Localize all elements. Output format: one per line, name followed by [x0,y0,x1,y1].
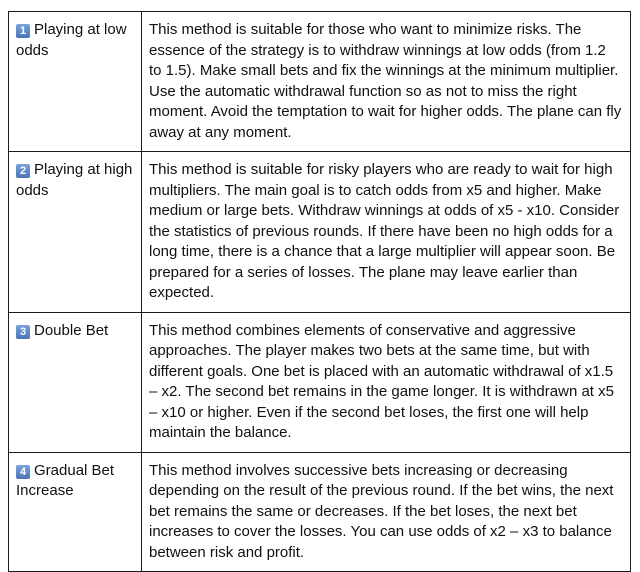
table-row [9,152,631,313]
strategy-name-cell [9,452,142,572]
strategy-name-cell [9,312,142,452]
strategy-description: This method involves successive bets increasing or decreasing depending on the result of the previous round. If the bet wins, the next bet remains the same or decreases. If the bet loses, the next bet increases to cover the losses. You can use odds of x2 – x3 to balance between risk and profit. [142,452,631,572]
strategy-table [8,11,631,572]
number-4-icon: 4 [16,465,30,479]
table-row [9,12,631,152]
strategy-name: Double Bet [34,321,109,339]
number-1-icon: 1 [16,24,30,38]
strategy-description: This method combines elements of conservative and aggressive approaches. The player makes two bets at the same time, but with different goals. One bet is placed with an automatic withdrawal of x1.5 – x2. The second bet remains in the game longer. It is withdrawn at x5 – x10 or higher. Even if the second bet loses, the first one will help maintain the balance. [142,312,631,452]
strategy-name-cell [9,12,142,152]
table-row [9,452,631,572]
strategy-description: This method is suitable for those who want to minimize risks. The essence of the strategy is to withdraw winnings at low odds (from 1.2 to 1.5). Make small bets and fix the winnings at the minimum multiplier. Use the automatic withdrawal function so as not to miss the right moment. Avoid the temptation to wait for higher odds. The plane can fly away at any moment. [142,12,631,152]
number-3-icon: 3 [16,325,30,339]
number-2-icon: 2 [16,164,30,178]
strategy-description: This method is suitable for risky players who are ready to wait for high multipliers. The main goal is to catch odds from x5 and higher. Make medium or large bets. Withdraw winnings at odds of x5 - x10. Consider the statistics of previous rounds. If there have been no high odds for a long time, there is a chance that a large multiplier will appear soon. Be prepared for a series of losses. The plane may leave earlier than expected. [142,152,631,313]
table-row [9,312,631,452]
strategy-name-cell [9,152,142,313]
strategy-name: Playing at low odds [16,21,127,59]
strategy-name: Gradual Bet Increase [16,461,115,499]
strategy-name: Playing at high odds [16,161,133,199]
